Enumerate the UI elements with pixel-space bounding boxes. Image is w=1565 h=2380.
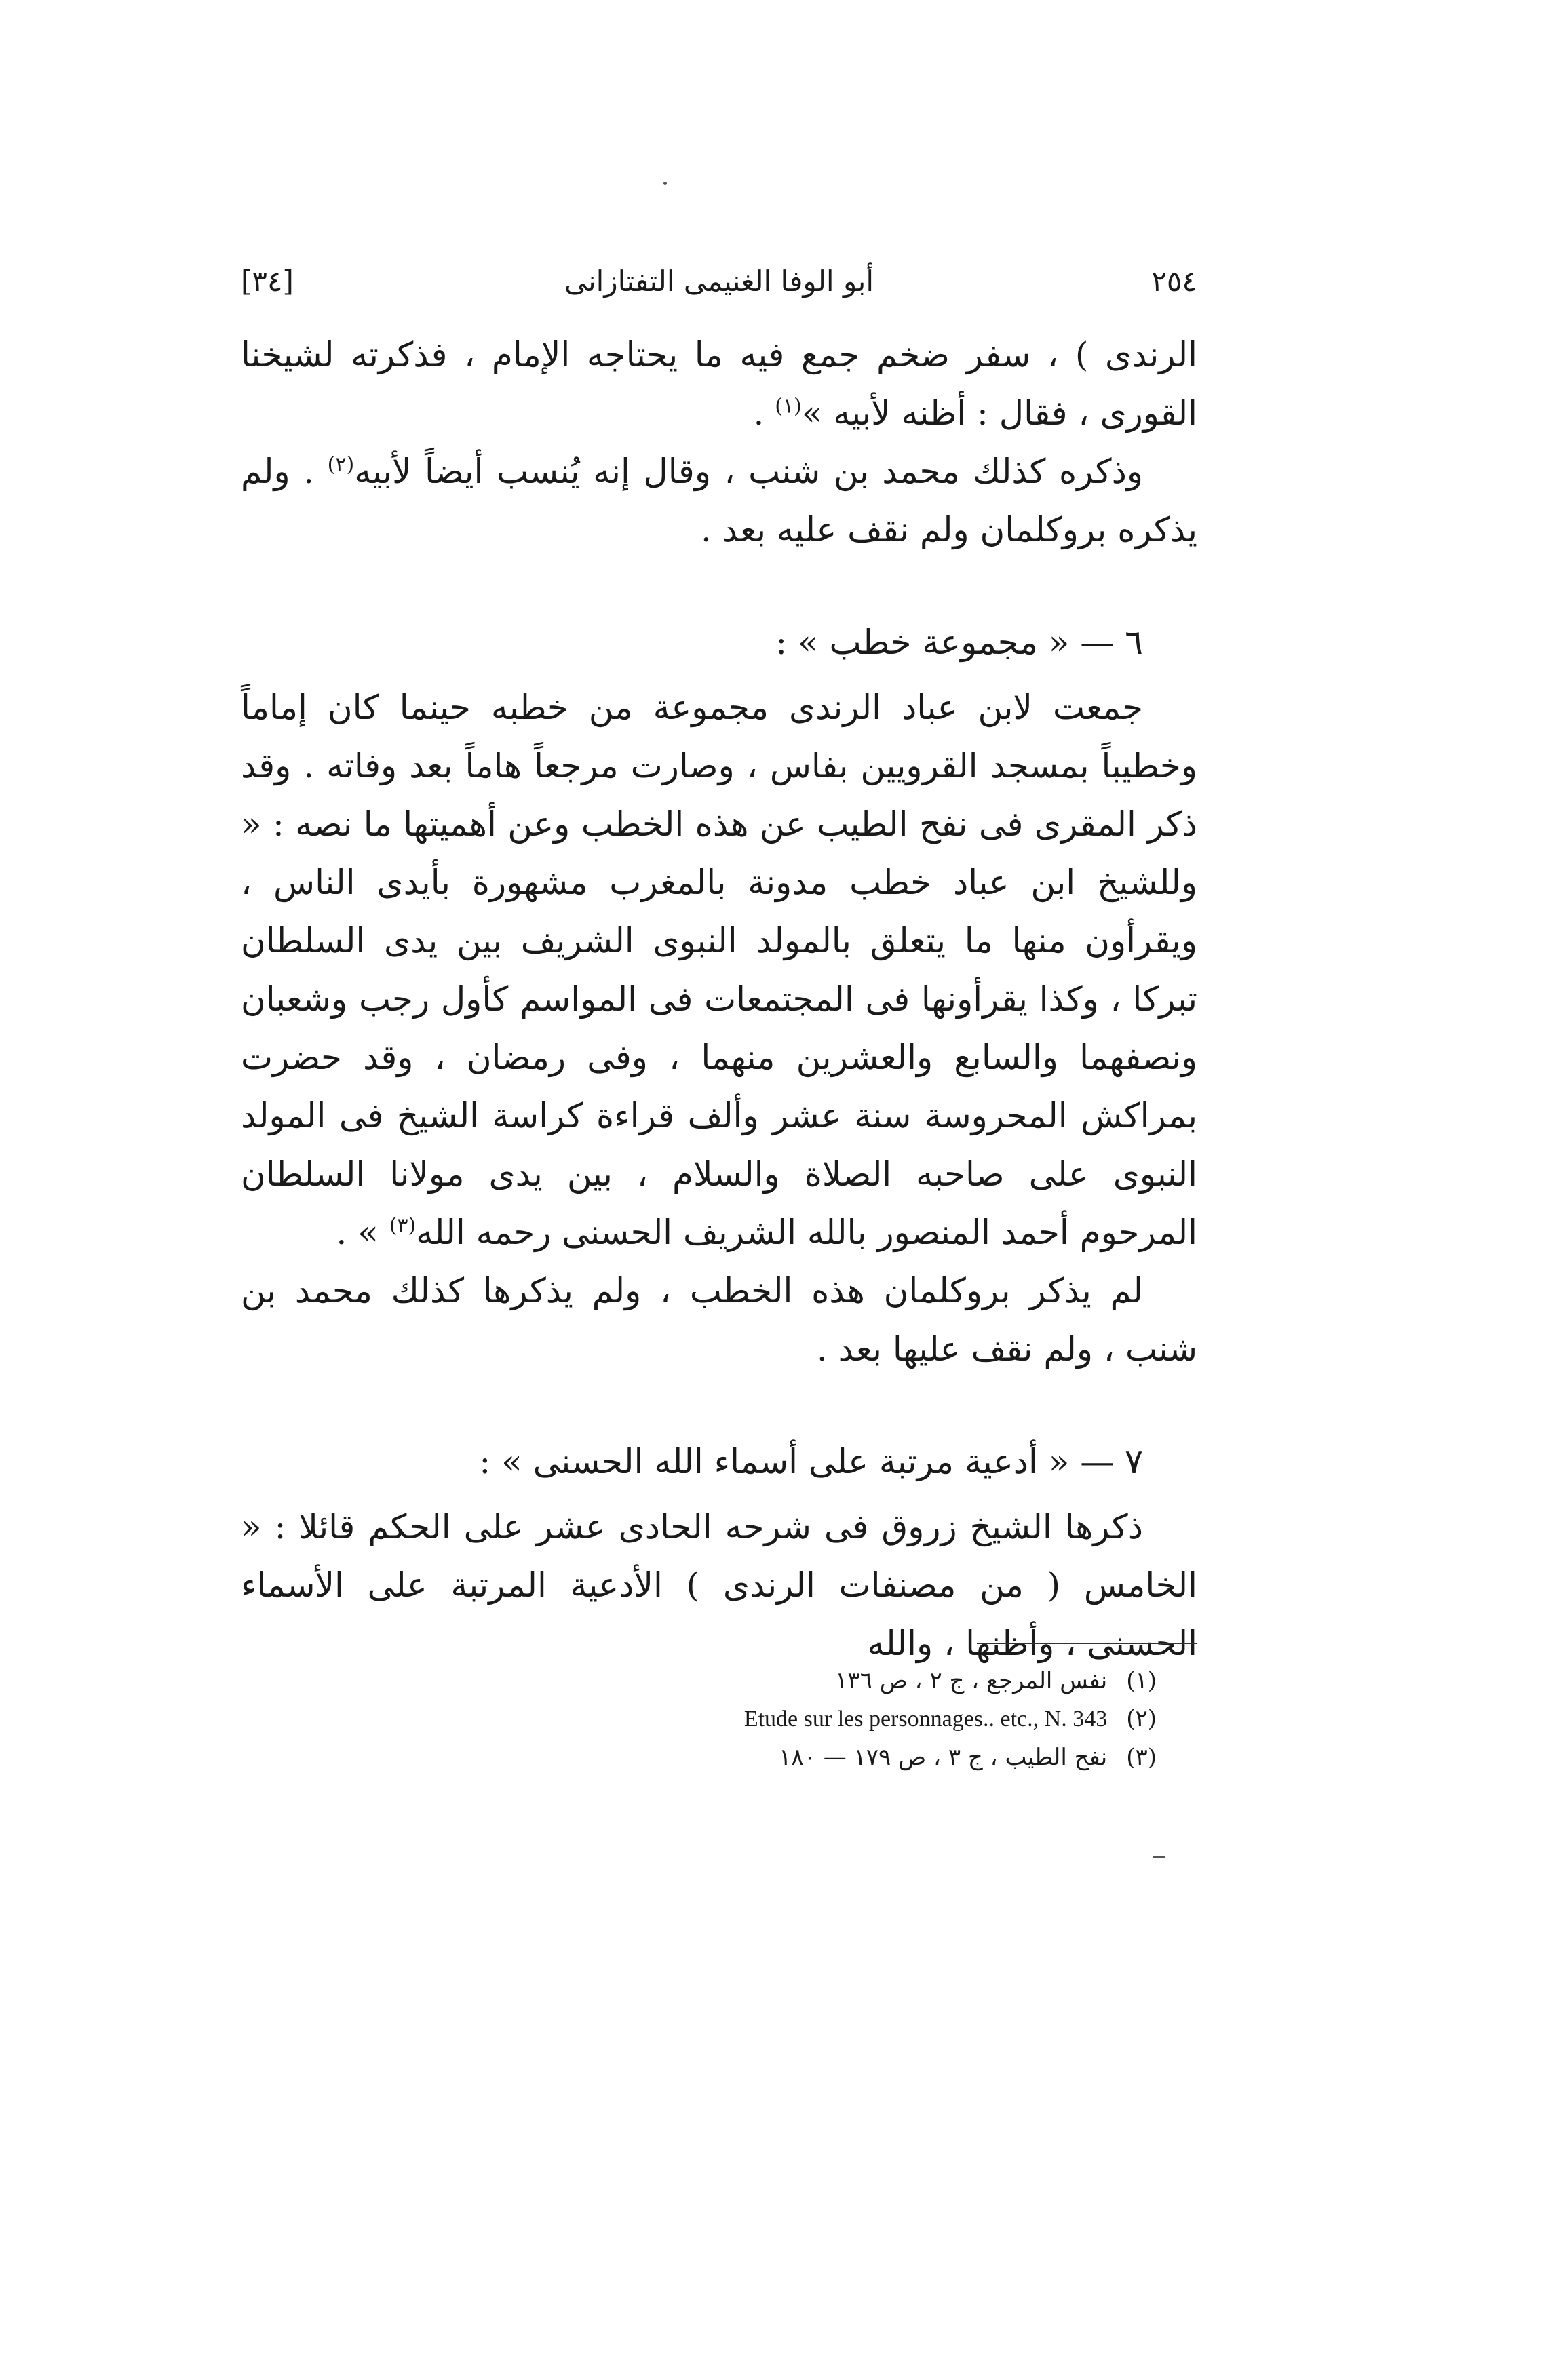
page-number: ٢٥٤ xyxy=(1151,265,1197,298)
bracket-number: [٣٤] xyxy=(241,265,294,298)
footnote-1 xyxy=(648,1662,1157,1700)
footnote-ref-2: (٢) xyxy=(327,452,355,477)
footnote-text: Etude sur les personnages.. etc., N. 343 xyxy=(743,1706,1108,1732)
footnote-number: (٢) xyxy=(1126,1705,1157,1732)
footnote-2 xyxy=(648,1700,1157,1738)
footnote-text: نفح الطيب ، ج ٣ ، ص ١٧٩ — ١٨٠ xyxy=(779,1744,1108,1771)
scan-speck xyxy=(663,182,667,185)
footnote-ref-3: (٣) xyxy=(389,1213,417,1238)
page-header xyxy=(241,258,1197,305)
paragraph-4: لم يذكر بروكلمان هذه الخطب ، ولم يذكرها كذلك محمد بن شنب ، ولم نقف عليها بعد . xyxy=(241,1271,1197,1369)
footnote-number: (١) xyxy=(1126,1667,1157,1694)
section-heading-6: ٦ — « مجموعة خطب » : xyxy=(775,623,1143,662)
footnote-divider xyxy=(977,1643,1197,1644)
footnote-3 xyxy=(648,1738,1157,1776)
footnotes xyxy=(648,1662,1157,1776)
paragraph-3: جمعت لابن عباد الرندى مجموعة من خطبه حينما كان إماماً وخطيباً بمسجد القرويين بفاس ، وصارت مرجعاً هاماً بعد وفاته . وقد ذكر المقرى فى نفح الطيب عن هذه الخطب وعن أهميتها ما نصه : « وللشيخ ابن عباد خطب مدونة بالمغرب مشهورة بأيدى الناس ، ويقرأون منها ما يتعلق بالمولد النبوى الشريف بين يدى السلطان تبركا ، وكذا يقرأونها فى المجتمعات فى المواسم كأول رجب وشعبان ونصفهما والسابع والعشرين منهما ، وفى رمضان ، وقد حضرت بمراكش المحروسة سنة عشر وألف قراءة كراسة الشيخ فى المولد النبوى على صاحبه الصلاة والسلام ، بين يدى مولانا السلطان المرحوم أحمد المنصور بالله الشريف الحسنى رحمه الله$^{(٣)}$ » . xyxy=(241,688,1197,1252)
footnote-number: (٣) xyxy=(1126,1744,1157,1771)
paragraph-2: وذكره كذلك محمد بن شنب ، وقال إنه يُنسب أيضاً لأبيه$^{(٢)}$ . ولم يذكره بروكلمان ولم نقف عليه بعد . xyxy=(241,452,1197,549)
scan-speck xyxy=(1153,1856,1165,1858)
running-title: أبو الوفا الغنيمى التفتازانى xyxy=(564,265,874,298)
paragraph-1: الرندى ) ، سفر ضخم جمع فيه ما يحتاجه الإمام ، فذكرته لشيخنا القورى ، فقال : أظنه لأبيه »$^{(١)}$ . xyxy=(241,335,1197,433)
footnote-text: نفس المرجع ، ج ٢ ، ص ١٣٦ xyxy=(835,1667,1108,1694)
body-text xyxy=(241,326,1197,1673)
section-heading-7: ٧ — « أدعية مرتبة على أسماء الله الحسنى » : xyxy=(479,1442,1143,1481)
paragraph-5: ذكرها الشيخ زروق فى شرحه الحادى عشر على الحكم قائلا : « الخامس ( من مصنفات الرندى ) الأدعية المرتبة على الأسماء الحسنى ، وأظنها ، والله xyxy=(241,1507,1197,1663)
footnote-ref-1: (١) xyxy=(775,394,802,418)
